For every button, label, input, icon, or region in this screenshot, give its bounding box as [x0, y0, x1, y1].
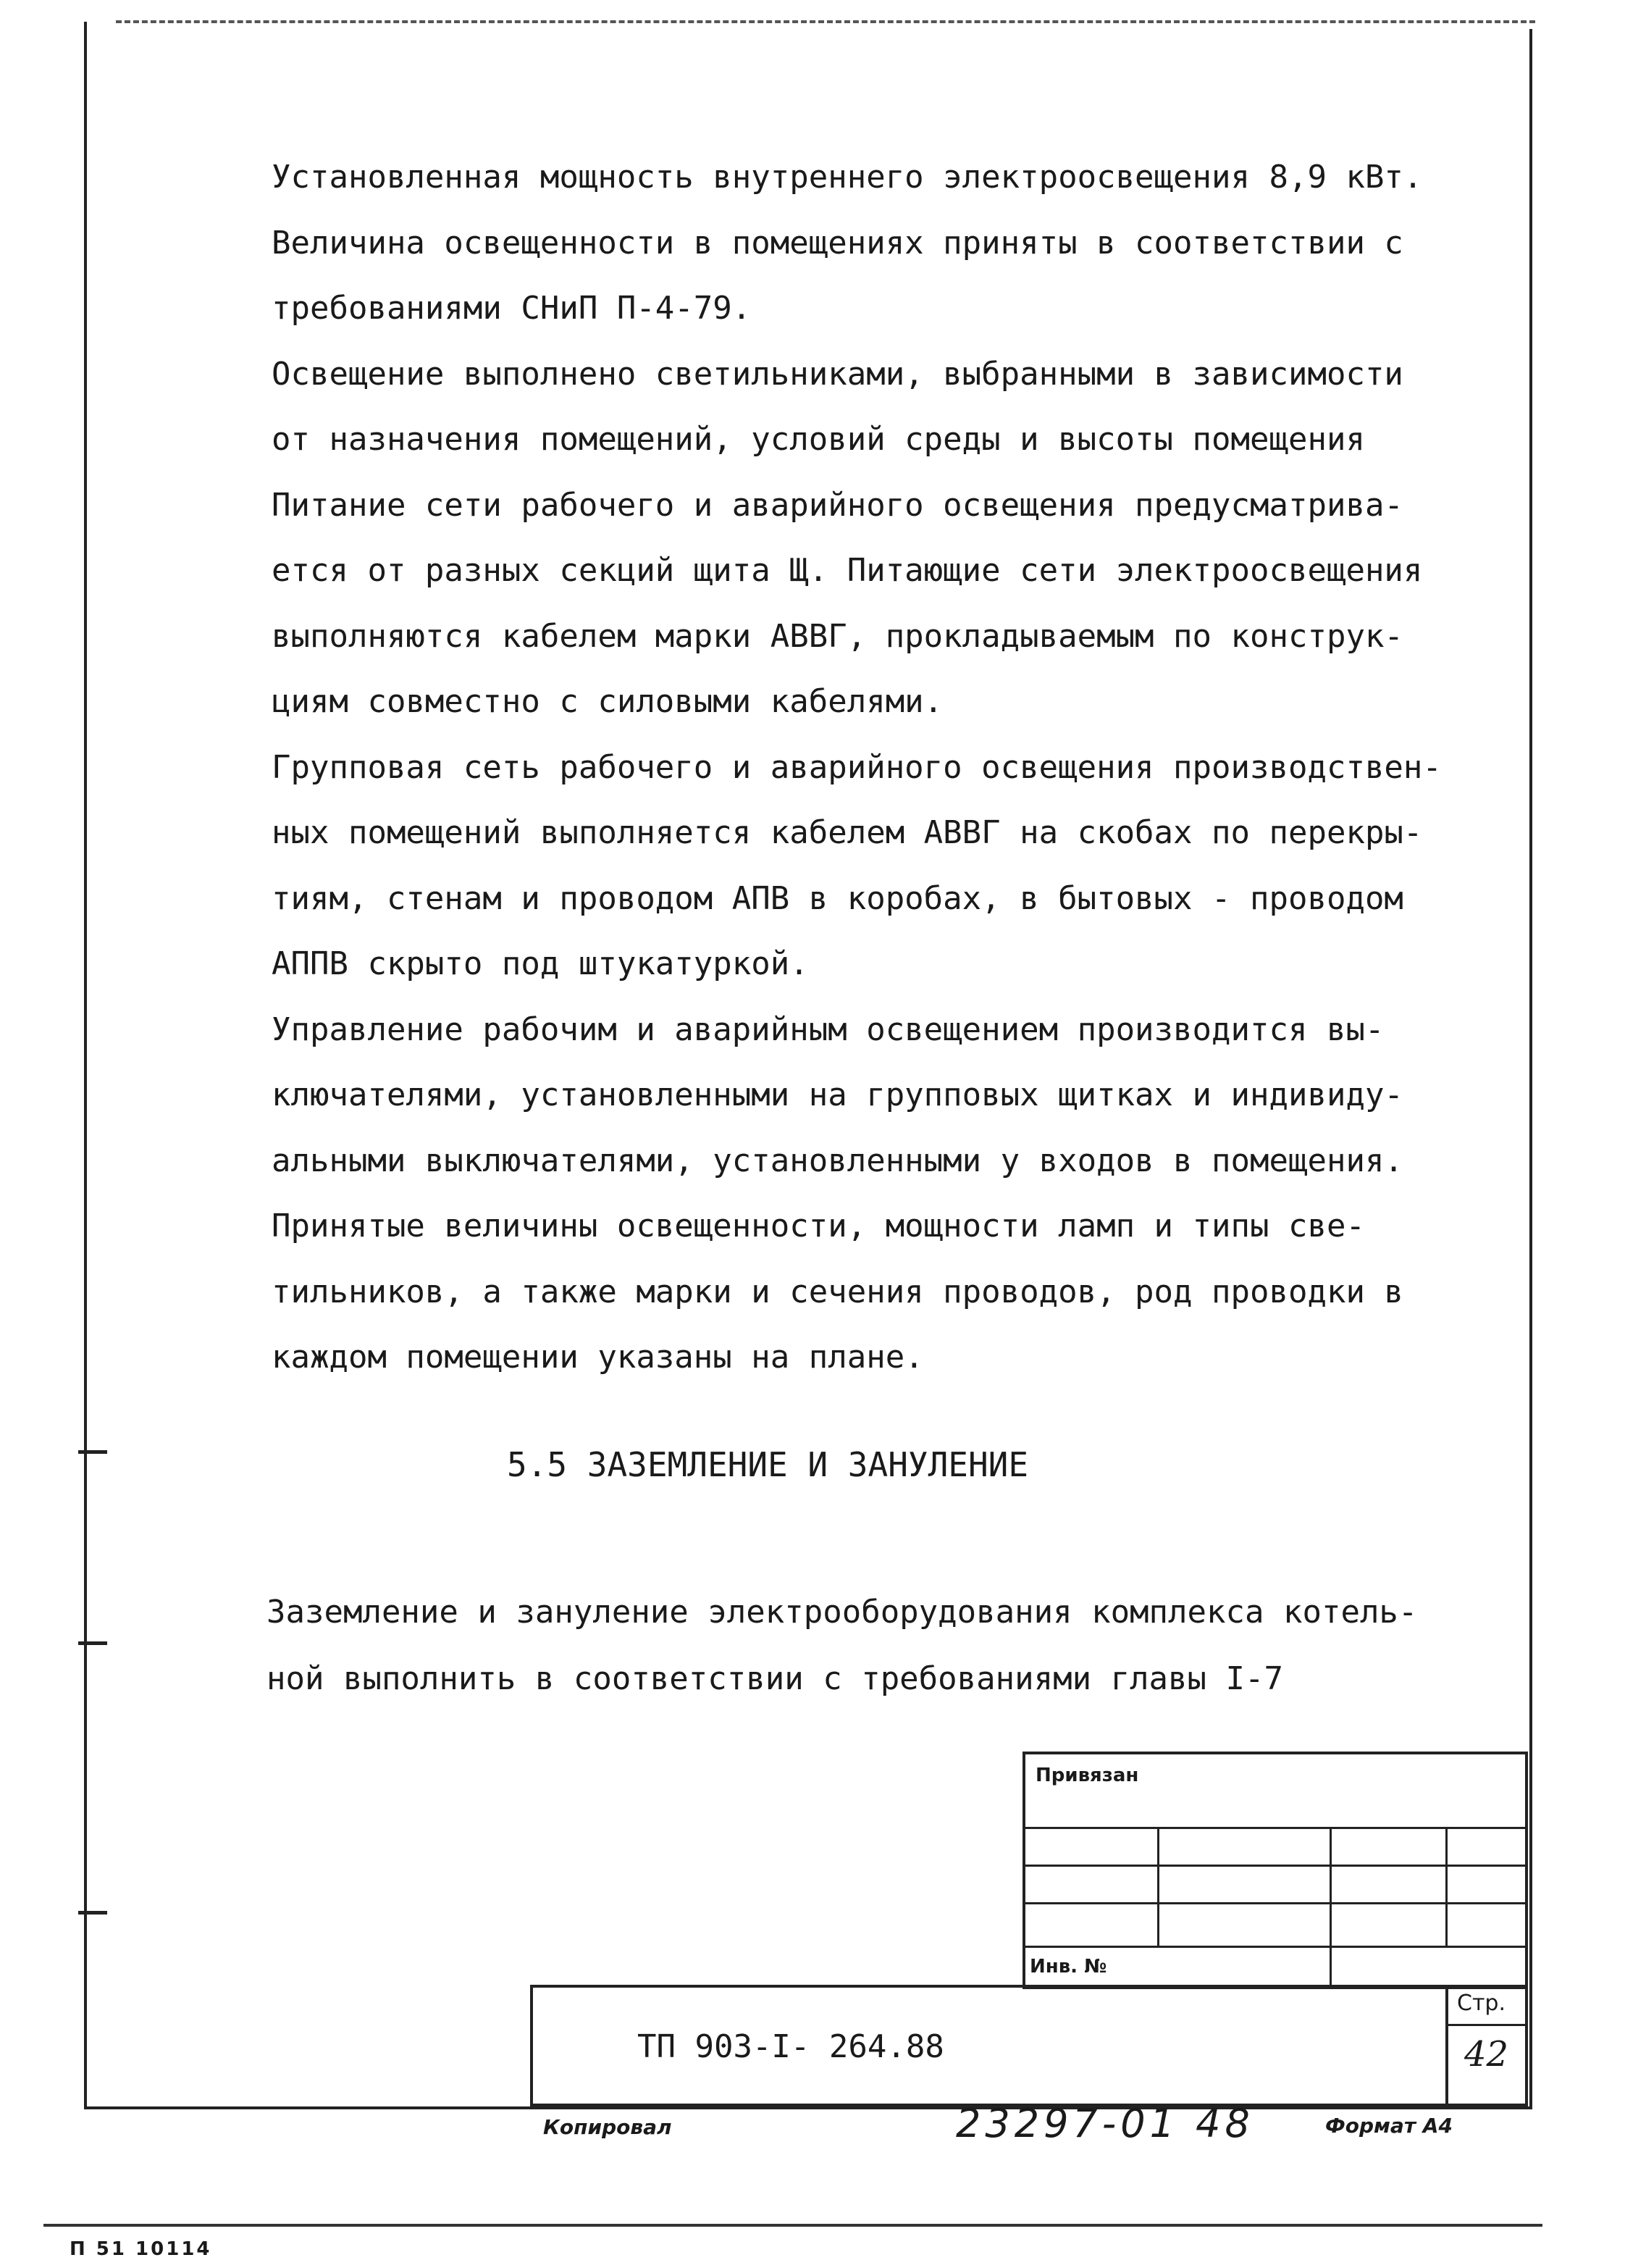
inventory-label: Инв. №	[1030, 1956, 1107, 1978]
margin-tick	[78, 1450, 107, 1454]
margin-tick	[78, 1911, 107, 1915]
text-line: Управление рабочим и аварийным освещением производится вы-	[272, 1010, 1385, 1048]
text-line: Групповая сеть рабочего и аварийного освещения производствен-	[272, 748, 1442, 786]
text-line: тиям, стенам и проводом АПВ в коробах, в бытовых - проводом	[272, 879, 1403, 917]
text-line: Принятые величины освещенности, мощности ламп и типы све-	[272, 1208, 1365, 1244]
copied-label: Копировал	[543, 2115, 672, 2139]
page-cell-rule	[1445, 2024, 1528, 2026]
text-line: каждом помещении указаны на плане.	[272, 1339, 924, 1376]
frame-bottom-border	[84, 2106, 1532, 2109]
table-rule	[1023, 1902, 1528, 1904]
bound-label: Привязан	[1036, 1765, 1139, 1786]
text-line: Заземление и зануление электрооборудования комплекса котель-	[266, 1594, 1418, 1631]
text-line: ключателями, установленными на групповых щитках и индивиду-	[272, 1076, 1403, 1113]
page-number: 42	[1464, 2034, 1509, 2075]
text-line: ется от разных секций щита Щ. Питающие сети электроосвещения	[272, 552, 1423, 589]
bottom-code: П 51 10114	[70, 2238, 212, 2260]
frame-left-border	[84, 22, 87, 2108]
text-line: от назначения помещений, условий среды и высоты помещения	[272, 421, 1365, 458]
bottom-rule	[43, 2224, 1542, 2227]
text-line: циям совместно с силовыми кабелями.	[272, 683, 944, 720]
text-line: ной выполнить в соответствии с требованиями главы I-7	[266, 1660, 1283, 1697]
document-code: ТП 903-I- 264.88	[637, 2028, 944, 2065]
format-label: Формат А4	[1325, 2114, 1453, 2138]
binding-table	[1023, 1752, 1528, 1989]
margin-tick	[78, 1641, 107, 1645]
text-line: Установленная мощность внутреннего электроосвещения 8,9 кВт.	[272, 159, 1423, 196]
text-line: Величина освещенности в помещениях приняты в соответствии с	[272, 224, 1403, 261]
table-divider	[1330, 1827, 1332, 1988]
text-line: Освещение выполнено светильниками, выбранными в зависимости	[272, 355, 1403, 393]
text-line: требованиями СНиП П-4-79.	[272, 290, 752, 327]
text-line: Питание сети рабочего и аварийного освещения предусматрива-	[272, 486, 1403, 524]
body-text	[272, 145, 1503, 1391]
table-rule	[1023, 1946, 1528, 1948]
frame-right-border	[1529, 29, 1532, 2108]
table-divider	[1157, 1827, 1159, 1946]
text-line: АППВ скрыто под штукатуркой.	[272, 945, 809, 982]
table-rule	[1023, 1827, 1528, 1829]
page-label: Стр.	[1457, 1991, 1506, 2016]
section-text	[266, 1579, 1417, 1712]
text-line: альными выключателями, установленными у входов в помещения.	[272, 1142, 1403, 1179]
text-line: ных помещений выполняется кабелем АВВГ на скобах по перекры-	[272, 814, 1423, 851]
text-line: тильников, а также марки и сечения проводов, род проводки в	[272, 1273, 1403, 1310]
stamp-number: 23297-01 48	[956, 2101, 1254, 2146]
table-rule	[1023, 1865, 1528, 1867]
table-divider	[1445, 1827, 1448, 1946]
frame-top-border	[116, 20, 1535, 23]
section-heading: 5.5 ЗАЗЕМЛЕНИЕ И ЗАНУЛЕНИЕ	[507, 1445, 1029, 1484]
text-line: выполняются кабелем марки АВВГ, прокладываемым по конструк-	[272, 617, 1403, 655]
